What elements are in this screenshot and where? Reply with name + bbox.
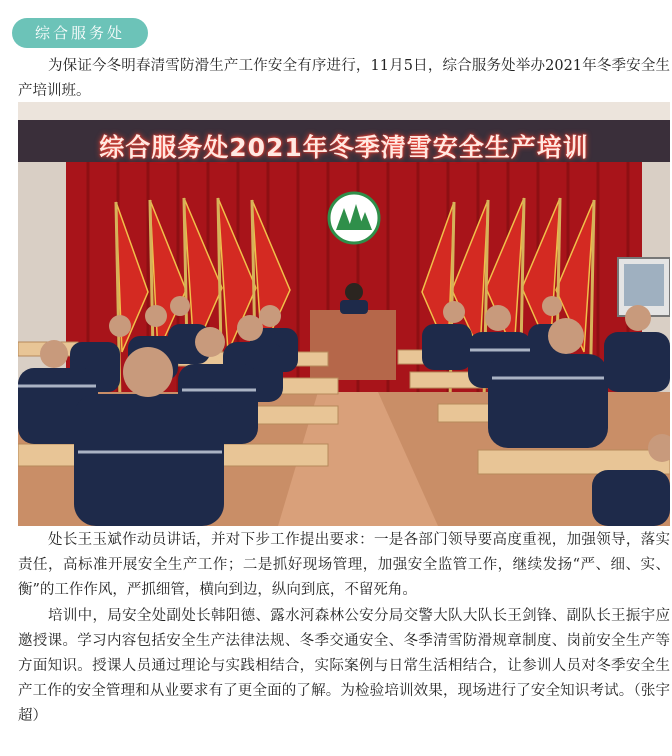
photo-banner-text: 综合服务处2021年冬季清雪安全生产培训 — [99, 133, 589, 162]
intro-paragraph: 为保证今冬明春清雪防滑生产工作安全有序进行，11月5日，综合服务处举办2021年冬季安全生产培训班。 — [18, 58, 670, 99]
body-paragraph-speech: 处长王玉斌作动员讲话，并对下步工作提出要求：一是各部门领导要高度重视，加强领导，落实责任，高标准开展安全生产工作；二是抓好现场管理，加强安全监管工作，继续发扬“严、细、实、衡”的工作作风，严抓细管，横向到边，纵向到底，不留死角。 — [18, 532, 670, 598]
body-paragraph-training: 培训中，局安全处副处长韩阳德、露水河森林公安分局交警大队大队长王剑锋、副队长王振宇应邀授课。学习内容包括安全生产法律法规、冬季交通安全、冬季清雪防滑规章制度、岗前安全生产等方面知识。授课人员通过理论与实践相结合，实际案例与日常生活相结合，让参训人员对冬季安全生产工作的安全管理和从业要求有了更全面的了解。为检验培训效果，现场进行了安全知识考试。（张宇超） — [18, 608, 670, 724]
training-photo — [18, 102, 670, 526]
section-tag: 综合服务处 — [12, 18, 148, 48]
meeting-room-illustration — [18, 102, 670, 526]
